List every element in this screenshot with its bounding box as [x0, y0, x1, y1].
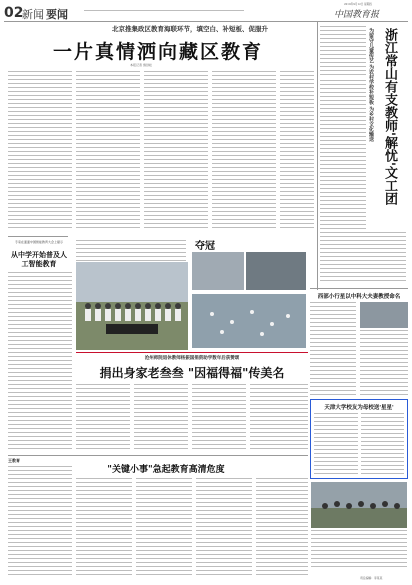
- highlight-body-2: [361, 413, 404, 475]
- donation-col-3: [192, 384, 246, 452]
- sidebar-subtitle: 为留守儿童传艺 为农村学校补短板 为乡村文化输送: [368, 28, 374, 142]
- donation-col-4: [250, 384, 308, 452]
- lead-col-1: [8, 71, 72, 231]
- section-sub: 要闻: [46, 8, 68, 21]
- left-feature-kicker: 专家在面面中国智能教育大会上提示: [14, 240, 63, 244]
- lead-title: 一片真情洒向藏区教育: [52, 41, 263, 63]
- header-info-lines: [84, 10, 244, 14]
- bottom-col-2: [136, 478, 192, 578]
- left-feature-title: 从中学开始普及人工智能教育: [11, 250, 67, 268]
- bottom-col-3: [196, 478, 252, 578]
- inset-photo-1: [192, 252, 244, 290]
- lead-col-3: [144, 71, 208, 231]
- dateline: 2019年9月12日 星期四: [344, 3, 372, 6]
- right-middle-body-2: [360, 330, 408, 398]
- sidebar-body: [320, 80, 366, 230]
- right-middle-photo: [360, 302, 408, 328]
- donation-col-1: [76, 384, 130, 452]
- team-photo: [76, 262, 188, 350]
- donation-title: 捐出身家老叁叁 "因福得福"传美名: [99, 366, 285, 380]
- highlight-body-1: [314, 413, 358, 475]
- masthead: 中国教育报: [334, 10, 380, 20]
- footer-credit: 责任编辑：李某某: [360, 576, 383, 580]
- lead-col-2: [76, 71, 140, 231]
- donation-kicker: 沧州师院退休教师杨振国捐资助学数年后获赞颂: [144, 356, 240, 361]
- sidebar-title: 浙江常山有支教师'解忧'文工团: [382, 28, 397, 205]
- page-header: [4, 2, 408, 22]
- photo-title: 夺冠: [195, 241, 215, 252]
- right-middle-body-1: [310, 302, 356, 398]
- left-feature-divider: [8, 236, 68, 237]
- section-name: 新闻: [22, 8, 44, 21]
- bottom-title: "关键小事"急起教育高清危度: [107, 465, 225, 475]
- left-feature-body: [8, 272, 72, 452]
- bottom-col-4: [256, 478, 308, 578]
- bottom-right-photo: [311, 482, 407, 528]
- highlight-title: 天津大学校友为母校送'星星': [324, 405, 394, 411]
- right-middle-title: 西部小行星以中科大夫妻教授命名: [317, 294, 401, 300]
- lead-byline: 本报记者 施剑松: [130, 63, 152, 67]
- sidebar-intro: [320, 26, 366, 76]
- bottom-col-1: [76, 478, 132, 578]
- lead-col-4: [212, 71, 276, 231]
- lead-kicker: 北京推集政区教育海联环节，填空白、补短板、促服升: [112, 25, 268, 33]
- inset-photo-2: [246, 252, 306, 290]
- donation-col-2: [134, 384, 188, 452]
- sidebar-body-2: [320, 232, 406, 284]
- donation-top-rule: [76, 352, 308, 353]
- right-middle-divider: [310, 288, 408, 289]
- highlight-box: [311, 400, 407, 478]
- section-number: 02: [4, 5, 24, 21]
- bottom-left-body: [8, 466, 72, 578]
- bottom-divider: [8, 455, 308, 456]
- bottom-left-heading: 王教育: [8, 458, 20, 463]
- bottom-right-body: [311, 530, 407, 570]
- sidebar-divider: [317, 22, 318, 290]
- header-divider: [4, 21, 408, 22]
- inset-photo-3: [192, 294, 306, 348]
- lead-col-5: [280, 71, 314, 231]
